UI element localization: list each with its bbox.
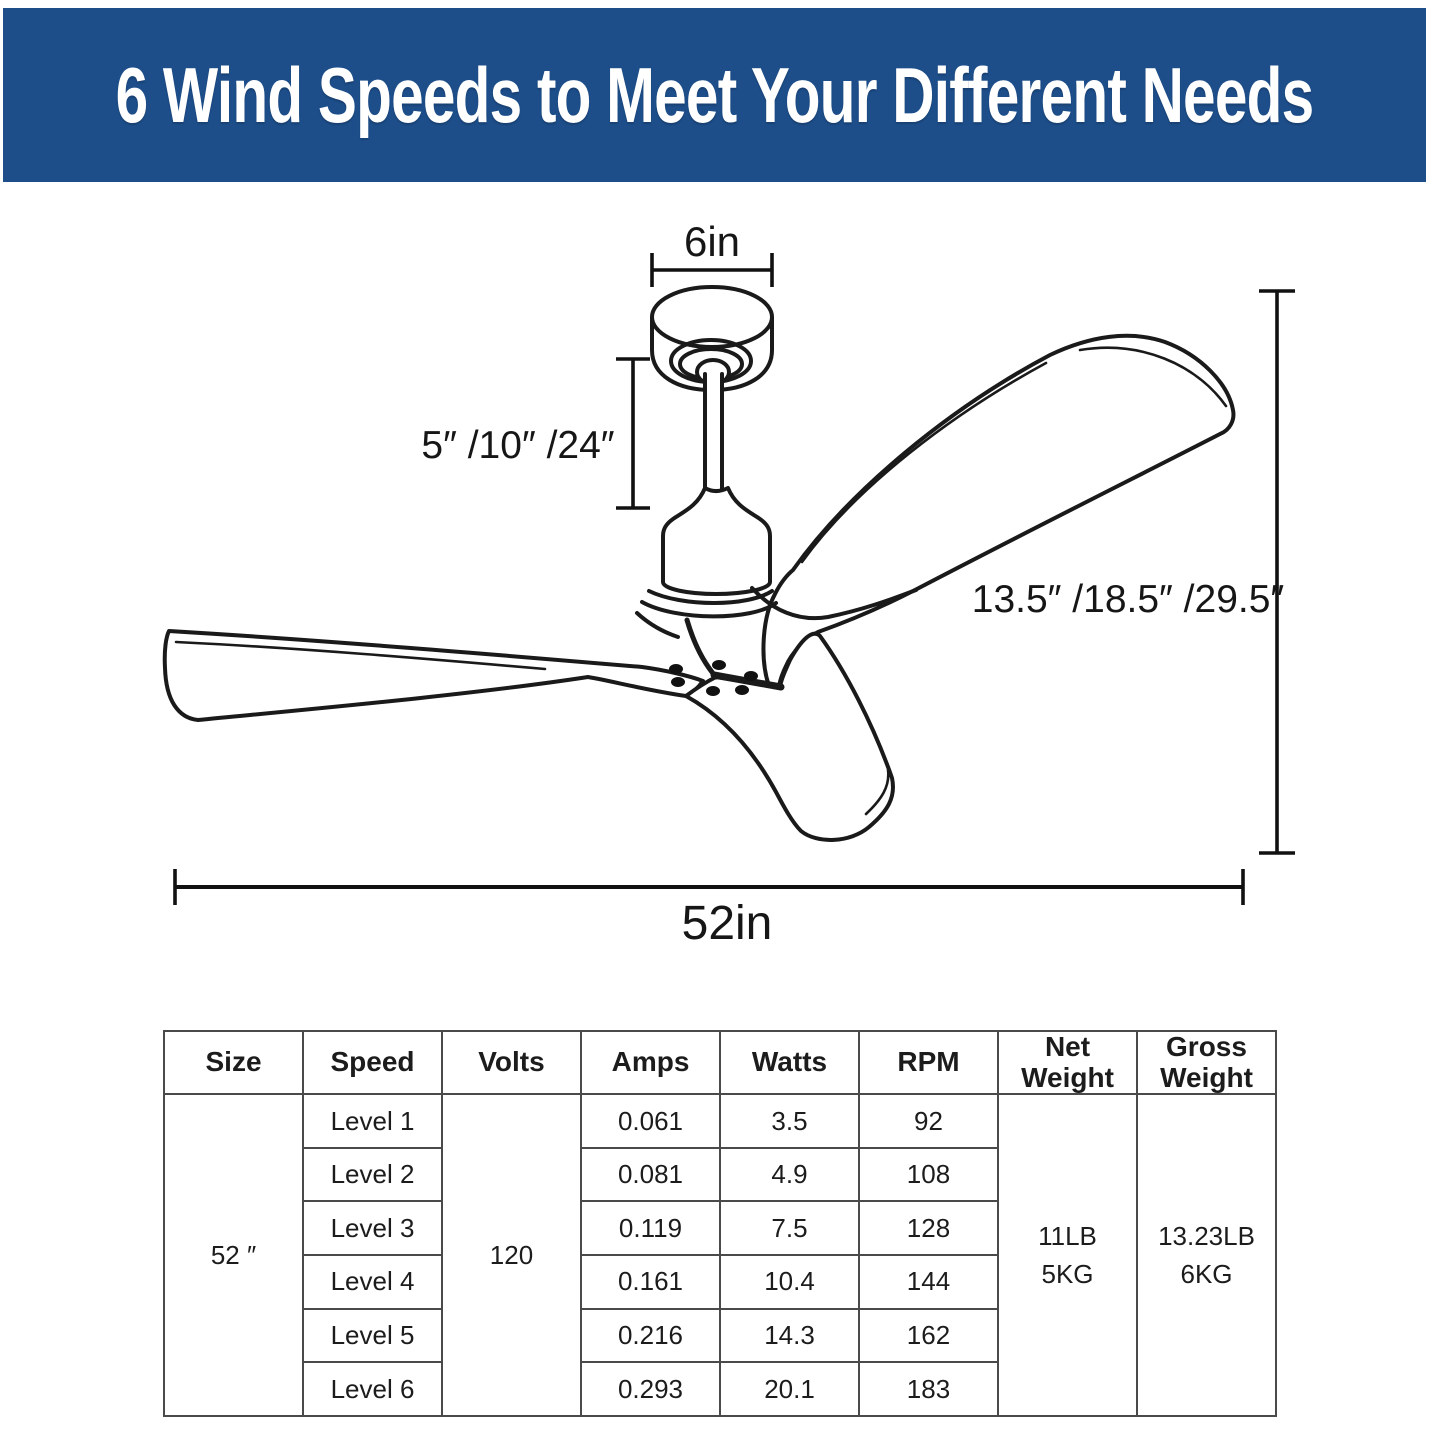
speed-cell: Level 3	[303, 1201, 442, 1255]
rpm-cell: 108	[859, 1148, 998, 1202]
speed-cell: Level 4	[303, 1255, 442, 1309]
speed-cell: Level 2	[303, 1148, 442, 1202]
header-amps: Amps	[581, 1031, 720, 1094]
banner-title: 6 Wind Speeds to Meet Your Different Needs	[115, 50, 1314, 139]
size-cell: 52 ″	[164, 1094, 303, 1416]
amps-cell: 0.061	[581, 1094, 720, 1148]
dim-label-height: 13.5″ /18.5″ /29.5″	[971, 578, 1285, 621]
rpm-cell: 144	[859, 1255, 998, 1309]
rpm-cell: 92	[859, 1094, 998, 1148]
header-volts: Volts	[442, 1031, 581, 1094]
watts-cell: 7.5	[720, 1201, 859, 1255]
banner	[3, 8, 1426, 182]
dim-diameter	[175, 869, 1243, 950]
dim-mount-width	[652, 218, 772, 287]
amps-cell: 0.293	[581, 1362, 720, 1416]
net-weight-kg: 5KG	[1041, 1259, 1094, 1290]
header-rpm: RPM	[859, 1031, 998, 1094]
right-blade	[763, 336, 1233, 686]
watts-cell: 20.1	[720, 1362, 859, 1416]
dim-downrod	[421, 359, 650, 508]
gross-weight-lb: 13.23LB	[1158, 1220, 1255, 1251]
fan-diagram	[0, 190, 1429, 1000]
dim-label-diameter: 52in	[681, 897, 773, 950]
volts-cell: 120	[442, 1094, 581, 1416]
net-weight-lb: 11LB	[1038, 1220, 1097, 1251]
motor-band-3	[637, 613, 678, 637]
rpm-cell: 183	[859, 1362, 998, 1416]
watts-cell: 4.9	[720, 1148, 859, 1202]
table-row	[164, 1094, 1276, 1148]
watts-cell: 10.4	[720, 1255, 859, 1309]
downrod	[705, 372, 722, 489]
dim-label-downrod: 5″ /10″ /24″	[421, 424, 615, 467]
spec-table-header-row	[164, 1031, 1276, 1094]
header-speed: Speed	[303, 1031, 442, 1094]
rpm-cell: 128	[859, 1201, 998, 1255]
gross-weight-kg: 6KG	[1180, 1259, 1233, 1290]
speed-cell: Level 5	[303, 1309, 442, 1363]
spec-table	[163, 1030, 1277, 1417]
rpm-cell: 162	[859, 1309, 998, 1363]
watts-cell: 3.5	[720, 1094, 859, 1148]
amps-cell: 0.216	[581, 1309, 720, 1363]
net-weight-cell	[998, 1094, 1137, 1416]
watts-cell: 14.3	[720, 1309, 859, 1363]
speed-cell: Level 1	[303, 1094, 442, 1148]
dim-label-mount-width: 6in	[683, 218, 741, 265]
speed-cell: Level 6	[303, 1362, 442, 1416]
gross-weight-cell	[1137, 1094, 1276, 1416]
amps-cell: 0.161	[581, 1255, 720, 1309]
header-size: Size	[164, 1031, 303, 1094]
amps-cell: 0.119	[581, 1201, 720, 1255]
header-watts: Watts	[720, 1031, 859, 1094]
left-blade	[165, 631, 703, 720]
amps-cell: 0.081	[581, 1148, 720, 1202]
header-net-weight: Net Weight	[998, 1031, 1137, 1094]
header-gross-weight: Gross Weight	[1137, 1031, 1276, 1094]
